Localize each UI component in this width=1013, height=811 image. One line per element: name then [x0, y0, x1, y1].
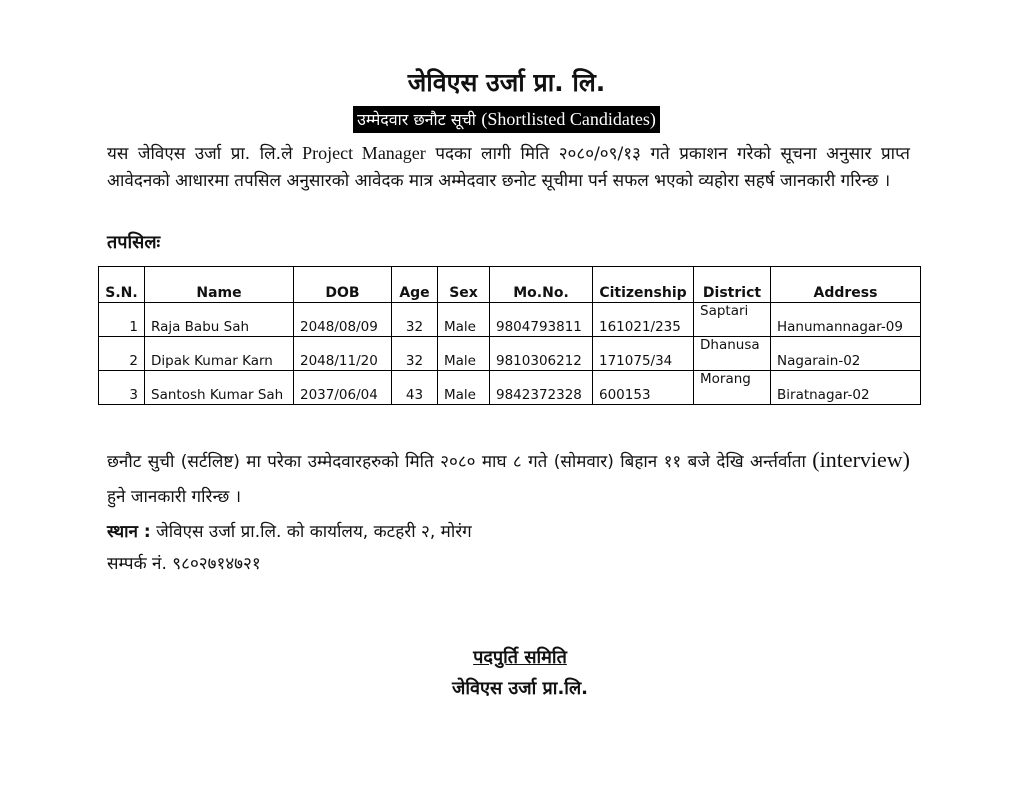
- cell-district: Dhanusa: [694, 337, 771, 371]
- signature-committee: पदपुर्ति समिति: [473, 647, 567, 668]
- cell-sex: Male: [438, 371, 490, 405]
- col-header-name: Name: [145, 267, 294, 303]
- cell-mobile: 9804793811: [490, 303, 593, 337]
- col-header-mobile: Mo.No.: [490, 267, 593, 303]
- cell-citizenship: 600153: [593, 371, 694, 405]
- location-line: [107, 519, 472, 545]
- intro-text-start: यस जेविएस उर्जा प्रा. लि.ले: [107, 144, 293, 164]
- cell-sex: Male: [438, 337, 490, 371]
- cell-age: 32: [392, 337, 438, 371]
- cell-dob: 2037/06/04: [294, 371, 392, 405]
- location-value: जेविएस उर्जा प्रा.लि. को कार्यालय, कटहरी २, मोरंग: [156, 522, 472, 542]
- location-label: स्थान :: [107, 522, 151, 542]
- table-row: [99, 371, 921, 405]
- interview-text-start: छनौट सुची (सर्टलिष्ट) मा परेका उम्मेदवारहरुको मिति २०८० माघ ८ गते (सोमवार) बिहान ११ बजे देखि अर्न्तर्वाता: [107, 452, 806, 472]
- cell-dob: 2048/11/20: [294, 337, 392, 371]
- cell-address: Hanumannagar-09: [771, 303, 921, 337]
- section-heading: तपसिलः: [107, 232, 161, 253]
- interview-notice: [107, 442, 910, 515]
- cell-mobile: 9842372328: [490, 371, 593, 405]
- cell-district: Saptari: [694, 303, 771, 337]
- signature-organization: जेविएस उर्जा प्रा.लि.: [451, 678, 588, 699]
- table-row: [99, 337, 921, 371]
- cell-citizenship: 161021/235: [593, 303, 694, 337]
- cell-sn: 2: [99, 337, 145, 371]
- col-header-sex: Sex: [438, 267, 490, 303]
- cell-age: 43: [392, 371, 438, 405]
- cell-sn: 3: [99, 371, 145, 405]
- col-header-dob: DOB: [294, 267, 392, 303]
- contact-line: सम्पर्क नं. ९८०२७१४७२१: [107, 554, 261, 574]
- col-header-address: Address: [771, 267, 921, 303]
- cell-name: Santosh Kumar Sah: [145, 371, 294, 405]
- cell-sn: 1: [99, 303, 145, 337]
- subtitle-highlight: [353, 106, 660, 133]
- table-header-row: [99, 267, 921, 303]
- subtitle-banner: [0, 106, 1013, 133]
- interview-word: (interview): [812, 447, 910, 472]
- col-header-citizenship: Citizenship: [593, 267, 694, 303]
- intro-paragraph: [107, 140, 910, 195]
- cell-sex: Male: [438, 303, 490, 337]
- document-title: जेविएस उर्जा प्रा. लि.: [407, 68, 606, 97]
- intro-text-end: पदका लागी मिति २०८०/०९/१३ गते प्रकाशन गरेको सूचना अनुसार प्राप्त आवेदनको आधारमा तपसिल अनुसारको आवेदक मात्र अम्मेदवार छनोट सूचीमा पर्न सफल भएको व्यहोरा सहर्ष जानकारी गरिन्छ ।: [107, 144, 910, 191]
- interview-text-end: हुने जानकारी गरिन्छ ।: [107, 487, 242, 507]
- cell-name: Raja Babu Sah: [145, 303, 294, 337]
- subtitle-english: (Shortlisted Candidates): [481, 109, 656, 129]
- col-header-age: Age: [392, 267, 438, 303]
- cell-address: Biratnagar-02: [771, 371, 921, 405]
- intro-project-name: Project Manager: [302, 143, 426, 163]
- cell-mobile: 9810306212: [490, 337, 593, 371]
- subtitle-nepali: उम्मेदवार छनौट सूची: [357, 110, 476, 129]
- signature-block: [0, 645, 1013, 671]
- cell-address: Nagarain-02: [771, 337, 921, 371]
- candidates-table: [98, 266, 921, 405]
- col-header-sn: S.N.: [99, 267, 145, 303]
- cell-district: Morang: [694, 371, 771, 405]
- cell-name: Dipak Kumar Karn: [145, 337, 294, 371]
- cell-dob: 2048/08/09: [294, 303, 392, 337]
- cell-age: 32: [392, 303, 438, 337]
- cell-citizenship: 171075/34: [593, 337, 694, 371]
- table-row: [99, 303, 921, 337]
- col-header-district: District: [694, 267, 771, 303]
